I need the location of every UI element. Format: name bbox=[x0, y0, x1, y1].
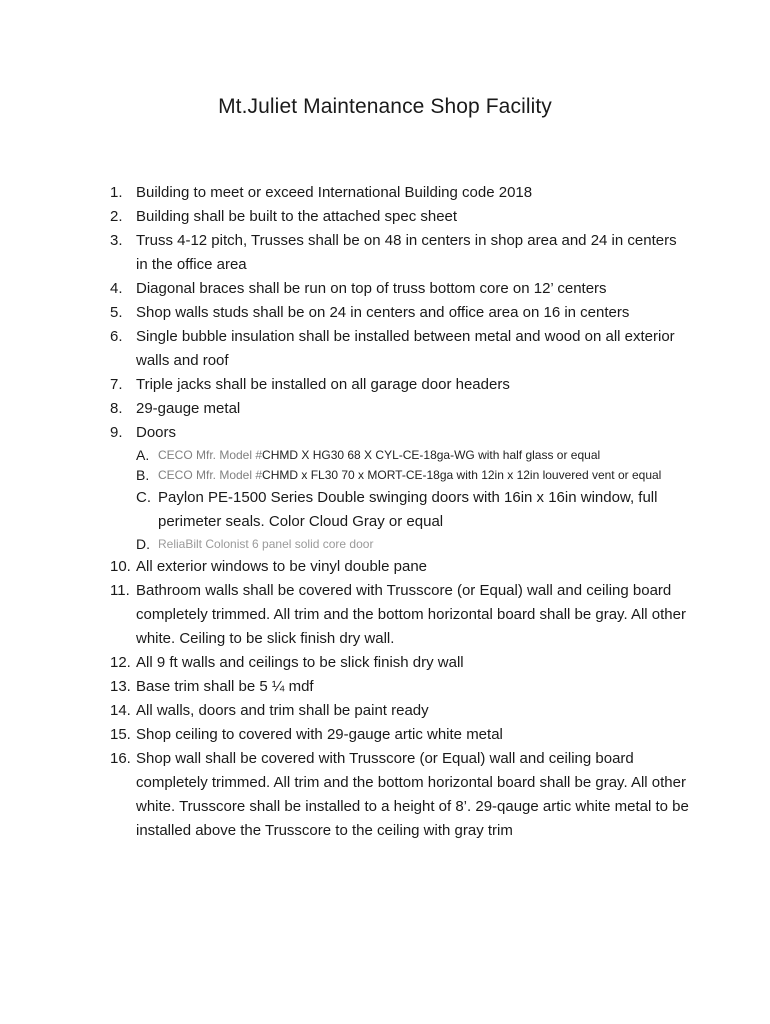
item-number: 3. bbox=[110, 232, 123, 249]
item-text: Triple jacks shall be installed on all garage door headers bbox=[136, 376, 510, 393]
item-number: 11. bbox=[110, 582, 130, 599]
item-number: 2. bbox=[110, 208, 123, 225]
item-number: 12. bbox=[110, 654, 131, 671]
item-text: Doors bbox=[136, 424, 177, 441]
page-title: Mt.Juliet Maintenance Shop Facility bbox=[218, 95, 552, 118]
item-number: 4. bbox=[110, 280, 123, 297]
model-prefix: CECO Mfr. Model # bbox=[158, 468, 263, 482]
list-item bbox=[110, 675, 690, 699]
item-number: 5. bbox=[110, 304, 123, 321]
list-item bbox=[110, 421, 690, 445]
item-text: All 9 ft walls and ceilings to be slick finish dry wall bbox=[136, 654, 464, 671]
door-option-d bbox=[110, 535, 690, 554]
door-spec-text: ReliaBilt Colonist 6 panel solid core door bbox=[158, 537, 374, 551]
item-text: All exterior windows to be vinyl double pane bbox=[136, 558, 427, 575]
sub-letter: B. bbox=[136, 467, 150, 483]
item-text: Bathroom walls shall be covered with Trusscore (or Equal) wall and ceiling board completely trimmed. All trim and the bottom horizontal board shall be gray. All other white. Ceiling to be slick finish dry wall. bbox=[136, 582, 686, 647]
list-item bbox=[110, 723, 690, 747]
item-number: 7. bbox=[110, 376, 123, 393]
list-item bbox=[110, 205, 690, 229]
list-item bbox=[110, 325, 690, 373]
item-text: Shop ceiling to covered with 29-gauge artic white metal bbox=[136, 726, 503, 743]
item-text: Truss 4-12 pitch, Trusses shall be on 48 in centers in shop area and 24 in centers in the office area bbox=[136, 232, 677, 273]
list-item bbox=[110, 397, 690, 421]
door-option-a bbox=[110, 446, 690, 465]
sub-letter: A. bbox=[136, 447, 150, 463]
item-number: 8. bbox=[110, 400, 123, 417]
list-item bbox=[110, 579, 690, 651]
item-number: 9. bbox=[110, 424, 123, 441]
door-option-b bbox=[110, 466, 690, 485]
list-item bbox=[110, 651, 690, 675]
item-text: Shop walls studs shall be on 24 in centers and office area on 16 in centers bbox=[136, 304, 630, 321]
item-text: 29-gauge metal bbox=[136, 400, 241, 417]
item-text: Building to meet or exceed International Building code 2018 bbox=[136, 184, 533, 201]
item-number: 6. bbox=[110, 328, 123, 345]
list-item bbox=[110, 373, 690, 397]
list-item bbox=[110, 229, 690, 277]
list-item bbox=[110, 555, 690, 579]
item-number: 14. bbox=[110, 702, 131, 719]
item-number: 16. bbox=[110, 750, 131, 767]
list-item bbox=[110, 747, 690, 843]
door-spec-text: Paylon PE-1500 Series Double swinging doors with 16in x 16in window, full perimeter seals. Color Cloud Gray or equal bbox=[158, 489, 658, 530]
item-text: Single bubble insulation shall be installed between metal and wood on all exterior walls and roof bbox=[136, 328, 675, 369]
door-option-c bbox=[110, 486, 690, 534]
spec-list bbox=[110, 181, 690, 843]
item-number: 13. bbox=[110, 678, 131, 695]
item-text: Base trim shall be 5 ¼ mdf bbox=[136, 678, 314, 695]
item-text: Building shall be built to the attached spec sheet bbox=[136, 208, 458, 225]
model-prefix: CECO Mfr. Model # bbox=[158, 448, 263, 462]
list-item bbox=[110, 699, 690, 723]
sub-letter: D. bbox=[136, 536, 150, 552]
list-item bbox=[110, 181, 690, 205]
item-number: 10. bbox=[110, 558, 131, 575]
sub-letter: C. bbox=[136, 489, 151, 506]
item-text: Shop wall shall be covered with Trusscore (or Equal) wall and ceiling board completely trimmed. All trim and the bottom horizontal board shall be gray. All other white. Trusscore shall be installed to a height of 8’. 29-qauge artic white metal to be installed above the Trusscore to the ceiling with gray trim bbox=[136, 750, 689, 839]
list-item bbox=[110, 301, 690, 325]
door-spec-text: CHMD X HG30 68 X CYL-CE-18ga-WG with half glass or equal bbox=[262, 448, 601, 462]
list-item bbox=[110, 277, 690, 301]
item-number: 15. bbox=[110, 726, 131, 743]
item-text: All walls, doors and trim shall be paint ready bbox=[136, 702, 429, 719]
door-spec-text: CHMD x FL30 70 x MORT-CE-18ga with 12in x 12in louvered vent or equal bbox=[262, 468, 662, 482]
item-text: Diagonal braces shall be run on top of truss bottom core on 12’ centers bbox=[136, 280, 607, 297]
item-number: 1. bbox=[110, 184, 123, 201]
